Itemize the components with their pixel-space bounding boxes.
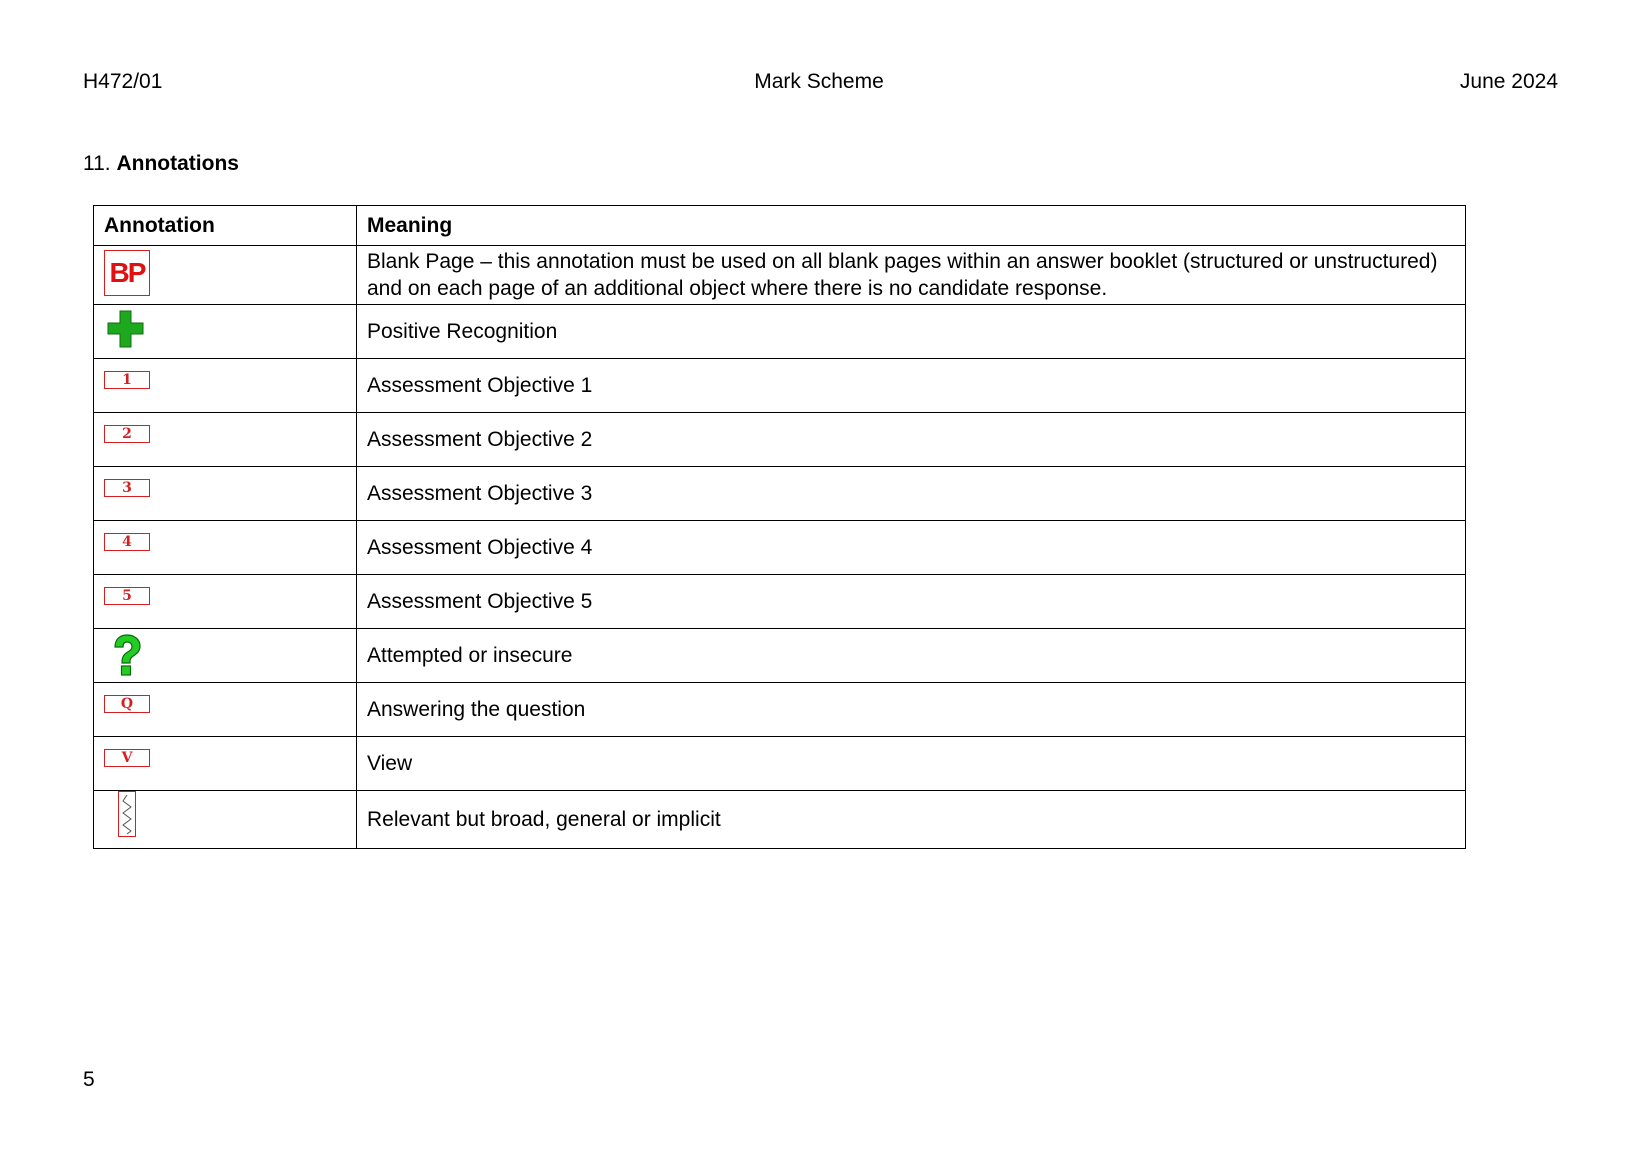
annotation-cell (94, 305, 357, 359)
annotation-cell (94, 246, 357, 305)
ao2-icon: 2 (104, 425, 150, 443)
table-row (94, 521, 1466, 575)
wavy-line-icon (118, 791, 136, 837)
annotation-cell (94, 467, 357, 521)
table-row (94, 467, 1466, 521)
section-number: 11. (83, 152, 111, 175)
page-number: 5 (83, 1068, 95, 1091)
annotation-cell (94, 683, 357, 737)
table-row (94, 683, 1466, 737)
meaning-cell: View (357, 737, 1466, 791)
meaning-cell: Positive Recognition (357, 305, 1466, 359)
meaning-cell: Relevant but broad, general or implicit (357, 791, 1466, 849)
annotation-cell (94, 737, 357, 791)
ao5-icon: 5 (104, 587, 150, 605)
document-title: Mark Scheme (754, 70, 884, 93)
meaning-cell: Assessment Objective 5 (357, 575, 1466, 629)
blank-page-icon: BP (104, 250, 150, 296)
column-header-annotation: Annotation (94, 206, 357, 246)
table-row (94, 413, 1466, 467)
section-title: Annotations (116, 152, 239, 175)
meaning-cell: Assessment Objective 2 (357, 413, 1466, 467)
q-icon: Q (104, 695, 150, 713)
meaning-cell: Assessment Objective 3 (357, 467, 1466, 521)
table-row (94, 246, 1466, 305)
green-plus-icon (104, 309, 148, 349)
table-header-row (94, 206, 1466, 246)
annotation-cell (94, 521, 357, 575)
table-row (94, 791, 1466, 849)
ao1-icon: 1 (104, 371, 150, 389)
annotation-cell (94, 629, 357, 683)
annotation-cell (94, 791, 357, 849)
meaning-cell: Attempted or insecure (357, 629, 1466, 683)
section-heading (83, 152, 239, 176)
annotation-cell (94, 413, 357, 467)
document-code: H472/01 (83, 70, 163, 93)
table-row (94, 575, 1466, 629)
column-header-meaning: Meaning (357, 206, 1466, 246)
meaning-cell: Assessment Objective 4 (357, 521, 1466, 575)
annotation-cell (94, 575, 357, 629)
table-row (94, 305, 1466, 359)
meaning-cell: Answering the question (357, 683, 1466, 737)
table-row (94, 629, 1466, 683)
v-icon: V (104, 749, 150, 767)
meaning-cell: Blank Page – this annotation must be used on all blank pages within an answer booklet (structured or unstructured) and on each page of an additional object where there is no candidate response. (357, 246, 1466, 305)
document-date: June 2024 (1459, 70, 1558, 93)
table-row (94, 737, 1466, 791)
annotation-cell (94, 359, 357, 413)
annotations-table (93, 205, 1466, 849)
table-row (94, 359, 1466, 413)
meaning-cell: Assessment Objective 1 (357, 359, 1466, 413)
ao4-icon: 4 (104, 533, 150, 551)
green-question-mark-icon (104, 633, 148, 677)
ao3-icon: 3 (104, 479, 150, 497)
